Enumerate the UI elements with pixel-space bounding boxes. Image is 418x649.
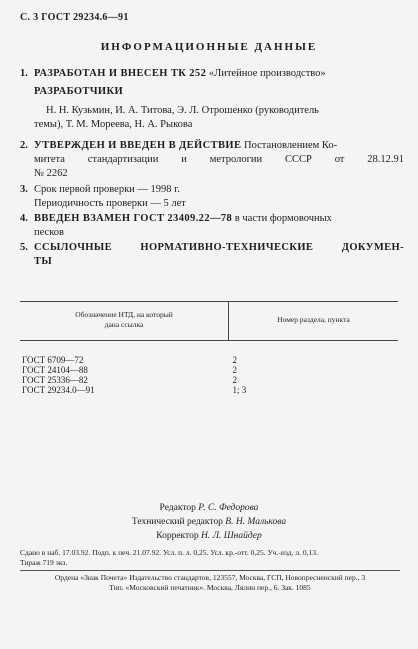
- column-header-section: Номер раздела, пункта: [229, 302, 399, 341]
- item-heading: ВВЕДЕН ВЗАМЕН ГОСТ 23409.22—78: [34, 213, 233, 224]
- table-cell-document: ГОСТ 24104—88: [22, 365, 88, 375]
- table-row: [20, 385, 398, 395]
- publisher-footer: [20, 573, 400, 593]
- table-row: [20, 375, 398, 385]
- item-heading: УТВЕРЖДЕН И ВВЕДЕН В ДЕЙСТВИЕ: [34, 140, 242, 151]
- item-heading: ССЫЛОЧНЫЕ НОРМАТИВНО-ТЕХНИЧЕСКИЕ ДОКУМЕН-: [34, 242, 404, 253]
- credit-editor: Редактор Р. С. Федорова: [159, 503, 259, 513]
- table-cell-document: ГОСТ 29234.0—91: [22, 385, 95, 395]
- table-cell-document: ГОСТ 25336—82: [22, 375, 88, 385]
- item-heading: РАЗРАБОТАН И ВНЕСЕН ТК 252: [34, 68, 207, 79]
- item-number: 5.: [20, 242, 28, 253]
- item-replaces: [20, 212, 404, 240]
- table-header-row: [20, 302, 398, 341]
- item-number: 4.: [20, 213, 28, 224]
- authors-line: темы), Т. М. Мореева, Н. А. Рыкова: [34, 119, 193, 130]
- item-subheading: РАЗРАБОТЧИКИ: [34, 86, 124, 97]
- table-cell-section: 2: [232, 355, 237, 365]
- footer-line: Тип. «Московский печатник». Москва, Лялин пер., 6. Зак. 1085: [109, 583, 311, 592]
- item-text: в части формовочных: [234, 213, 332, 224]
- imprint-line: Сдано в наб. 17.03.92. Подп. к печ. 21.07.92. Усл. п. л. 0,25. Усл. кр.-отт. 0,25. Уч.-изд. л. 0,13.: [20, 548, 318, 557]
- item-review: [20, 183, 404, 211]
- credit-tech-editor: Технический редактор В. Н. Малькова: [131, 517, 287, 527]
- footer-divider: [20, 570, 400, 571]
- table-cell-section: 2: [232, 375, 237, 385]
- item-developed-by: [20, 67, 404, 132]
- item-number: 3.: [20, 184, 28, 195]
- item-text: песков: [34, 227, 64, 238]
- footer-line: Ордена «Знак Почета» Издательство стандартов, 123557, Москва, ГСП, Новопресненский пер., 3: [54, 573, 366, 582]
- item-heading: ТЫ: [34, 256, 53, 267]
- item-text: № 2262: [34, 168, 68, 179]
- item-references: [20, 241, 404, 269]
- credits-block: [0, 501, 418, 543]
- table-row: [20, 365, 398, 375]
- item-text: Периодичность проверки — 5 лет: [34, 198, 186, 209]
- item-number: 1.: [20, 68, 28, 79]
- references-table: [20, 301, 398, 395]
- table-cell-document: ГОСТ 6709—72: [22, 355, 84, 365]
- table-cell-section: 2: [232, 365, 237, 375]
- table-cell-section: 1; 3: [232, 385, 247, 395]
- item-text: Постановлением Ко-: [244, 140, 338, 151]
- item-approved: [20, 139, 404, 181]
- page-header: С. 3 ГОСТ 29234.6—91: [20, 12, 129, 23]
- item-number: 2.: [20, 140, 28, 151]
- column-header-document: Обозначение НТД, на который дана ссылка: [20, 302, 229, 341]
- imprint-line: Тираж 719 экз.: [20, 558, 68, 567]
- imprint: [20, 548, 400, 568]
- credit-corrector: Корректор Н. Л. Шнайдер: [156, 531, 262, 541]
- page-title: ИНФОРМАЦИОННЫЕ ДАННЫЕ: [100, 41, 318, 53]
- authors-line: Н. Н. Кузьмин, И. А. Титова, Э. Л. Отрошенко (руководитель: [46, 105, 319, 116]
- item-heading-rest: «Литейное производство»: [208, 68, 326, 79]
- item-text: Срок первой проверки — 1998 г.: [34, 184, 180, 195]
- table-row: [20, 341, 398, 366]
- item-text: митета стандартизации и метрологии СССР от 28.12.91: [34, 154, 404, 165]
